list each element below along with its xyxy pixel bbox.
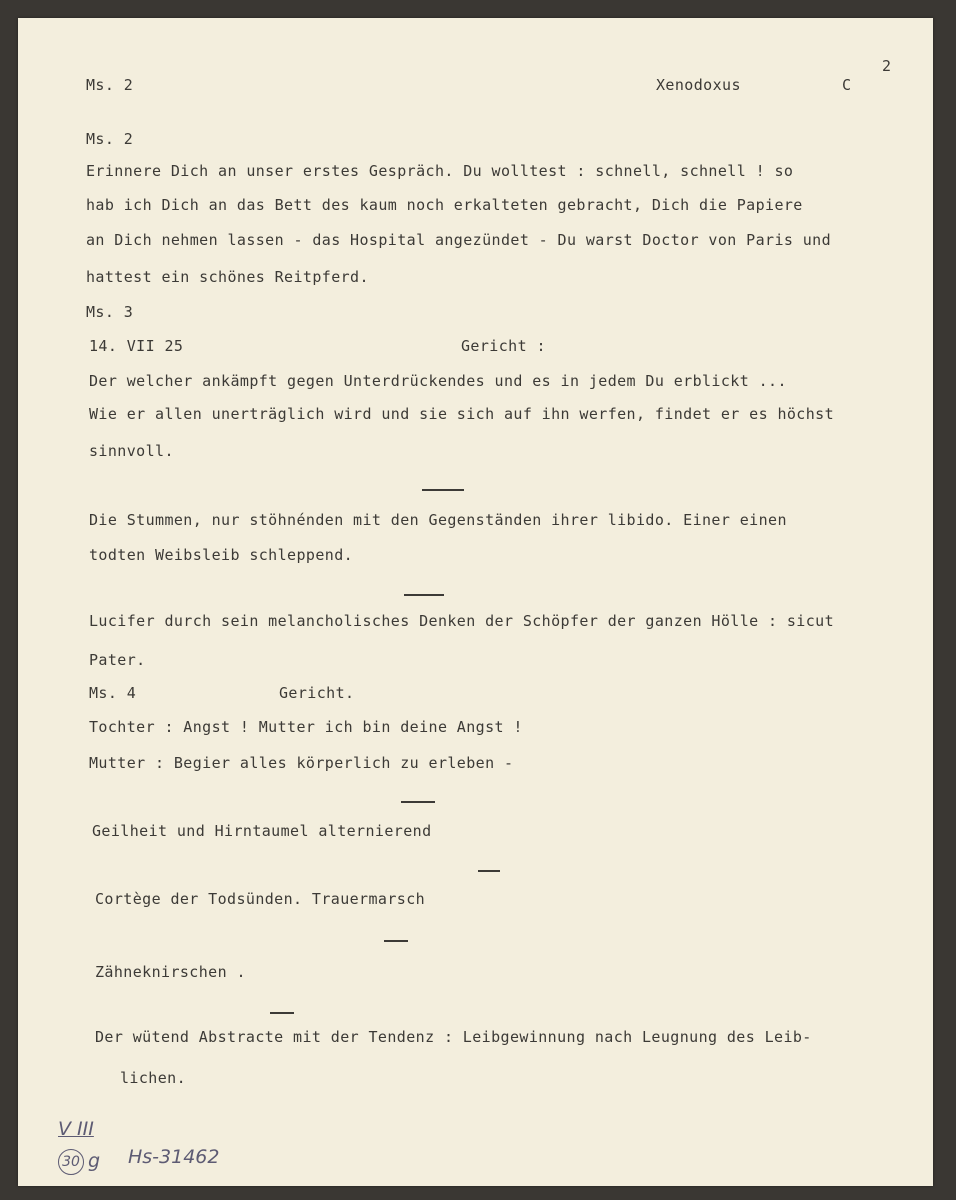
- text-line: Cortège der Todsünden. Trauermarsch: [95, 890, 426, 908]
- typescript-page: [18, 18, 933, 1186]
- archive-letter: g: [88, 1150, 101, 1172]
- text-line: lichen.: [120, 1069, 187, 1087]
- text-line: hattest ein schönes Reitpferd.: [86, 268, 369, 286]
- text-line: Ms. 2: [86, 130, 134, 148]
- archive-shelfmark: Hs-31462: [128, 1146, 220, 1168]
- text-line: Wie er allen unerträglich wird und sie sich auf ihn werfen, findet er es höchst: [89, 405, 835, 423]
- text-line: Ms. 3: [86, 303, 134, 321]
- archive-circled-number: 30: [58, 1149, 84, 1175]
- section-heading: Gericht.: [279, 684, 355, 702]
- text-line: Ms. 4: [89, 684, 137, 702]
- text-line: Der welcher ankämpft gegen Unterdrückendes und es in jedem Du erblickt ...: [89, 372, 787, 390]
- text-line: Pater.: [89, 651, 146, 669]
- text-line: Tochter : Angst ! Mutter ich bin deine Angst !: [89, 718, 523, 736]
- header-section: C: [842, 76, 852, 94]
- separator-rule: [401, 801, 435, 803]
- text-line: an Dich nehmen lassen - das Hospital angezündet - Du warst Doctor von Paris und: [86, 231, 832, 249]
- text-line: Zähneknirschen .: [95, 963, 246, 981]
- text-line: Die Stummen, nur stöhnénden mit den Gegenständen ihrer libido. Einer einen: [89, 511, 787, 529]
- separator-rule: [384, 940, 408, 942]
- text-line: todten Weibsleib schleppend.: [89, 546, 354, 564]
- page-number: 2: [882, 57, 892, 75]
- text-line: Mutter : Begier alles körperlich zu erleben -: [89, 754, 514, 772]
- section-heading: Gericht :: [461, 337, 546, 355]
- text-line: Erinnere Dich an unser erstes Gespräch. Du wolltest : schnell, schnell ! so: [86, 162, 794, 180]
- date-line: 14. VII 25: [89, 337, 184, 355]
- text-line: Lucifer durch sein melancholisches Denken der Schöpfer der ganzen Hölle : sicut: [89, 612, 835, 630]
- text-line: Geilheit und Hirntaumel alternierend: [92, 822, 432, 840]
- header-ms-label: Ms. 2: [86, 76, 134, 94]
- header-title: Xenodoxus: [656, 76, 741, 94]
- separator-rule: [478, 870, 500, 872]
- text-line: hab ich Dich an das Bett des kaum noch erkalteten gebracht, Dich die Papiere: [86, 196, 803, 214]
- text-line: Der wütend Abstracte mit der Tendenz : Leibgewinnung nach Leugnung des Leib-: [95, 1028, 812, 1046]
- separator-rule: [422, 489, 464, 491]
- separator-rule: [270, 1012, 294, 1014]
- text-line: sinnvoll.: [89, 442, 174, 460]
- archive-roman-numeral: V III: [58, 1118, 94, 1140]
- separator-rule: [404, 594, 444, 596]
